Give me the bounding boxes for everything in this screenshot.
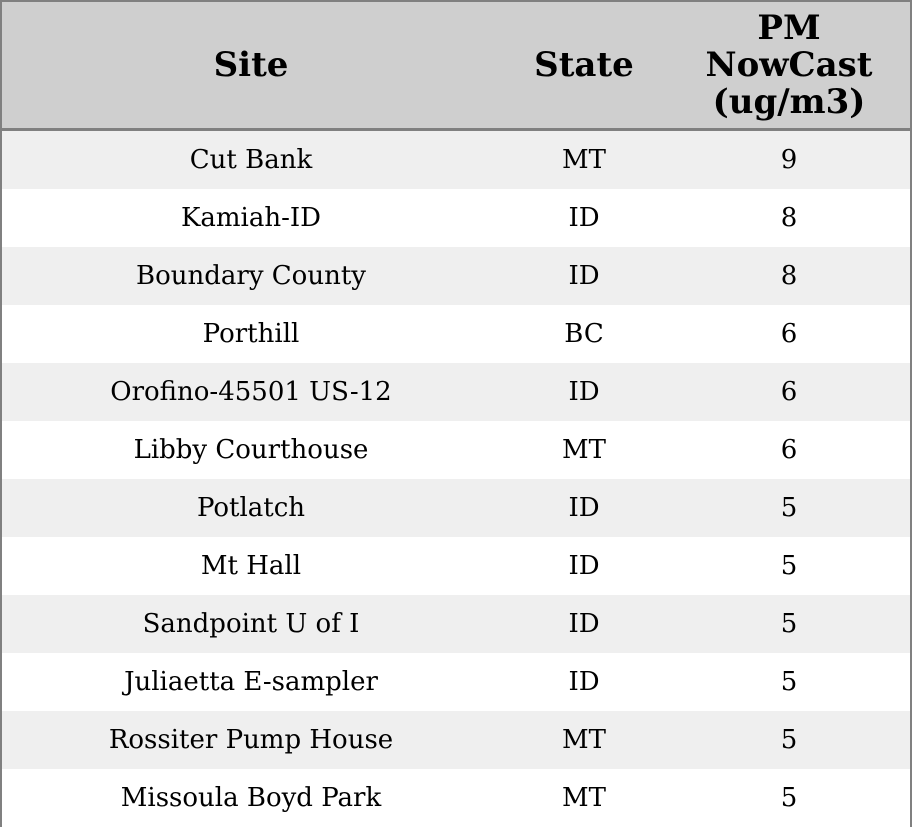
state-cell: ID: [568, 609, 600, 639]
site-cell: Cut Bank: [189, 145, 313, 175]
table-row: [2, 711, 910, 769]
state-cell: ID: [568, 667, 600, 697]
table-row: [2, 653, 910, 711]
table-row: [2, 189, 910, 247]
state-cell: ID: [568, 493, 600, 523]
pm-value-cell: 5: [780, 551, 798, 581]
table-row: [2, 305, 910, 363]
state-cell: ID: [568, 261, 600, 291]
site-cell: Mt Hall: [200, 551, 302, 581]
table-row: [2, 537, 910, 595]
table-row: [2, 769, 910, 827]
site-cell: Juliaetta E-sampler: [124, 667, 378, 697]
table-header-row: [2, 2, 910, 131]
state-cell: MT: [562, 725, 606, 755]
site-cell: Porthill: [202, 319, 300, 349]
state-cell: MT: [562, 145, 606, 175]
pm-value-cell: 5: [780, 667, 798, 697]
column-header-state: State: [534, 44, 634, 85]
site-cell: Potlatch: [196, 493, 306, 523]
table-body: [2, 131, 910, 827]
table-row: [2, 363, 910, 421]
pm-value-cell: 6: [780, 319, 798, 349]
state-cell: MT: [562, 435, 606, 465]
state-cell: MT: [562, 783, 606, 813]
column-header-site: Site: [213, 44, 289, 85]
pm-value-cell: 5: [780, 783, 798, 813]
table-row: [2, 131, 910, 189]
table-row: [2, 247, 910, 305]
site-cell: Libby Courthouse: [133, 435, 369, 465]
state-cell: ID: [568, 203, 600, 233]
site-cell: Missoula Boyd Park: [120, 783, 382, 813]
site-cell: Kamiah-ID: [180, 203, 322, 233]
state-cell: ID: [568, 377, 600, 407]
pm-value-cell: 6: [780, 377, 798, 407]
site-cell: Sandpoint U of I: [142, 609, 360, 639]
pm-value-cell: 8: [780, 261, 798, 291]
site-cell: Rossiter Pump House: [108, 725, 394, 755]
pm-value-cell: 9: [780, 145, 798, 175]
state-cell: ID: [568, 551, 600, 581]
table-row: [2, 479, 910, 537]
pm-value-cell: 5: [780, 725, 798, 755]
pm-value-cell: 6: [780, 435, 798, 465]
table-row: [2, 421, 910, 479]
state-cell: BC: [564, 319, 604, 349]
column-header-pm-nowcast: PM NowCast (ug/m3): [705, 7, 873, 122]
pm-value-cell: 5: [780, 493, 798, 523]
site-cell: Boundary County: [136, 261, 366, 291]
pm-value-cell: 5: [780, 609, 798, 639]
site-cell: Orofino-45501 US-12: [110, 377, 392, 407]
pm-value-cell: 8: [780, 203, 798, 233]
table-row: [2, 595, 910, 653]
